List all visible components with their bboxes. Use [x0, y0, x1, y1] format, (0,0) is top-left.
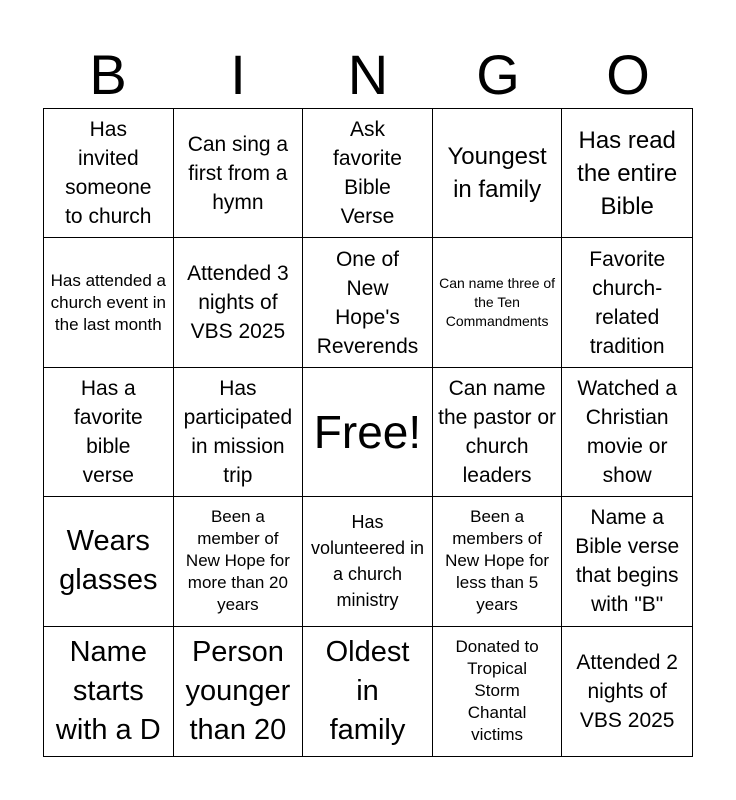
bingo-cell[interactable]	[174, 497, 304, 626]
cell-text: Youngest in family	[447, 143, 547, 204]
bingo-cell[interactable]	[174, 109, 304, 238]
bingo-cell[interactable]	[433, 109, 563, 238]
cell-text: Has invited someone to church	[65, 118, 152, 229]
cell-text: Been a members of New Hope for less than 5 years	[445, 507, 550, 615]
free-space[interactable]	[303, 368, 433, 497]
bingo-board	[43, 108, 693, 757]
cell-text: Has attended a church event in the last month	[50, 270, 166, 334]
bingo-cell[interactable]	[562, 627, 692, 756]
bingo-cell[interactable]	[174, 238, 304, 367]
cell-text: Can name three of the Ten Commandments	[439, 275, 556, 330]
cell-text: One of New Hope's Reverends	[316, 247, 419, 358]
cell-text: Has volunteered in a church ministry	[310, 512, 425, 611]
cell-text: Oldest in family	[325, 635, 410, 746]
bingo-cell[interactable]	[44, 497, 174, 626]
cell-text: Attended 2 nights of VBS 2025	[576, 650, 678, 732]
cell-text: Can sing a first from a hymn	[187, 132, 289, 214]
cell-text: Has a favorite bible verse	[73, 376, 143, 487]
cell-text: Person younger than 20	[185, 635, 291, 746]
bingo-cell[interactable]	[303, 497, 433, 626]
bingo-cell[interactable]	[303, 238, 433, 367]
bingo-cell[interactable]	[44, 627, 174, 756]
bingo-cell[interactable]	[174, 368, 304, 497]
cell-text: Wears glasses	[59, 525, 158, 597]
bingo-cell[interactable]	[303, 109, 433, 238]
header-letter-g: G	[476, 43, 520, 106]
cell-text: Been a member of New Hope for more than 20 years	[185, 507, 290, 615]
cell-text: Can name the pastor or church leaders	[438, 376, 557, 487]
bingo-cell[interactable]	[433, 368, 563, 497]
bingo-cell[interactable]	[562, 109, 692, 238]
bingo-header	[43, 42, 693, 108]
cell-text: Has participated in mission trip	[183, 376, 293, 487]
bingo-cell[interactable]	[562, 497, 692, 626]
bingo-cell[interactable]	[174, 627, 304, 756]
bingo-cell[interactable]	[433, 497, 563, 626]
cell-text: Name a Bible verse that begins with "B"	[575, 506, 680, 617]
bingo-cell[interactable]	[433, 627, 563, 756]
header-letter-b: B	[89, 43, 127, 106]
bingo-cell[interactable]	[44, 368, 174, 497]
header-letter-n: N	[347, 43, 389, 106]
bingo-cell[interactable]	[433, 238, 563, 367]
cell-text: Has read the entire Bible	[577, 126, 678, 220]
bingo-cell[interactable]	[562, 238, 692, 367]
cell-text: Name starts with a D	[55, 635, 161, 746]
bingo-cell[interactable]	[303, 627, 433, 756]
cell-text: Free!	[313, 405, 422, 458]
cell-text: Attended 3 nights of VBS 2025	[187, 262, 289, 344]
bingo-cell[interactable]	[562, 368, 692, 497]
bingo-cell[interactable]	[44, 238, 174, 367]
header-letter-i: I	[230, 43, 246, 106]
cell-text: Favorite church-related tradition	[589, 247, 666, 358]
cell-text: Watched a Christian movie or show	[577, 376, 677, 487]
bingo-cell[interactable]	[44, 109, 174, 238]
cell-text: Donated to Tropical Storm Chantal victims	[455, 637, 539, 745]
cell-text: Ask favorite Bible Verse	[333, 118, 402, 229]
header-letter-o: O	[606, 43, 650, 106]
